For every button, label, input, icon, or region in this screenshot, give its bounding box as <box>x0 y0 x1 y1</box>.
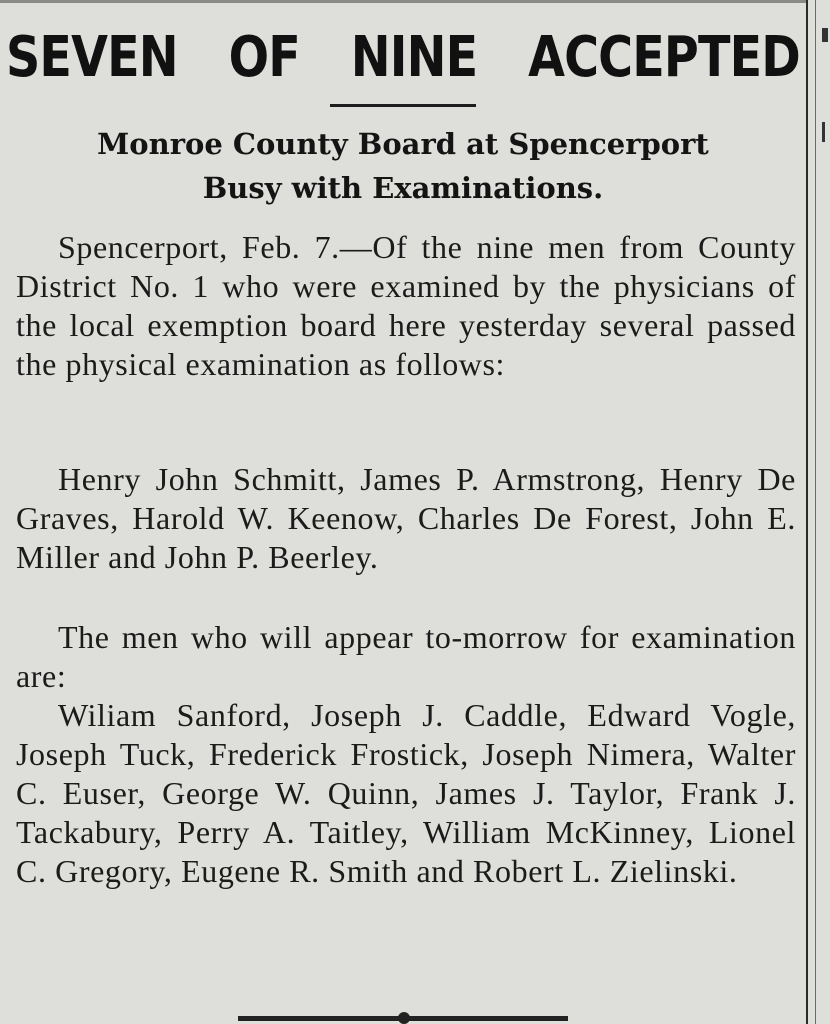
adjacent-column-fragment <box>822 28 828 42</box>
accepted-men-paragraph: Henry John Schmitt, James P. Armstrong, Henry De Graves, Harold W. Keenow, Charles De Forest, John E. Miller and John P. Beerley. <box>16 461 796 575</box>
headline <box>6 18 800 98</box>
tomorrow-intro-paragraph: The men who will appear to-morrow for examination are: <box>16 619 796 694</box>
dateline-paragraph: Spencerport, Feb. 7.—Of the nine men from County District No. 1 who were examined by the physicians of the local exemption board here yesterday several passed the physical examination as follows: <box>16 229 796 382</box>
subheadline-line-2: Busy with Examinations. <box>202 171 604 205</box>
subheadline-line-1: Monroe County Board at Spencerport <box>97 127 709 161</box>
bottom-rule-ornament <box>398 1012 410 1024</box>
column-rule <box>806 0 808 1024</box>
headline-divider <box>330 104 476 107</box>
tomorrow-men-paragraph: Wiliam Sanford, Joseph J. Caddle, Edward Vogle, Joseph Tuck, Frederick Frostick, Joseph Nimera, Walter C. Euser, George W. Quinn, James J. Taylor, Frank J. Tackabury, Perry A. Taitley, William McKinney, Lionel C. Gregory, Eugene R. Smith and Robert L. Zielinski. <box>16 697 796 889</box>
column-rule-secondary <box>815 0 816 1024</box>
adjacent-column-fragment <box>822 122 825 142</box>
headline-text: SEVEN OF NINE ACCEPTED <box>6 25 800 90</box>
